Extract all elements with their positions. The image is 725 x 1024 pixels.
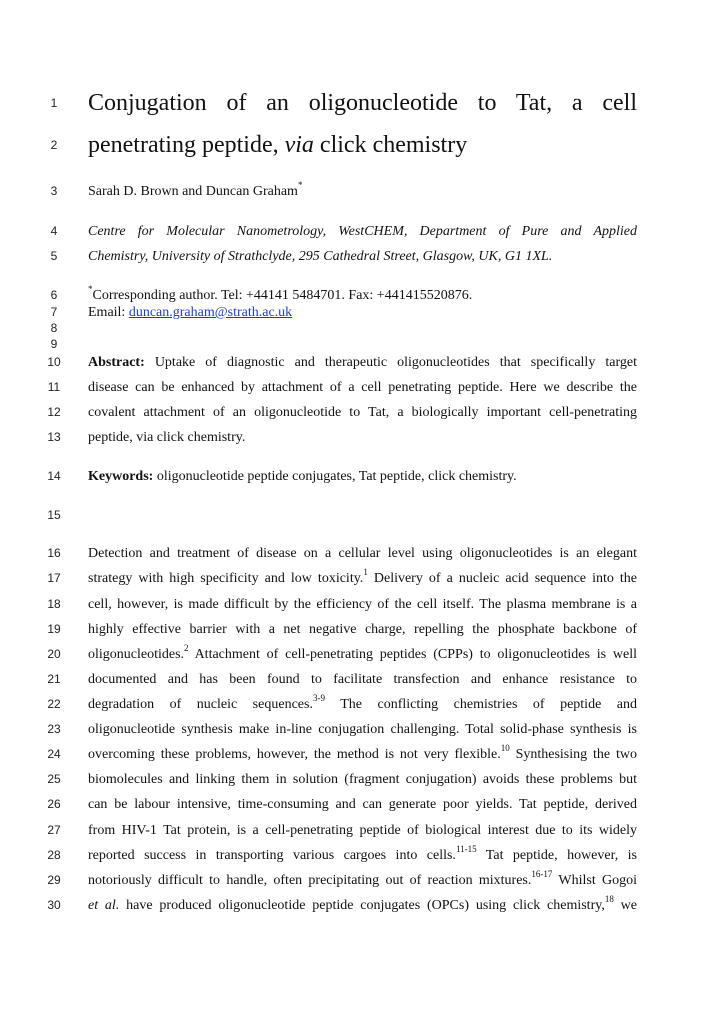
corresponding-mark: * (297, 180, 303, 191)
body-text: strategy with high specificity and low toxicity. (88, 571, 364, 586)
corresponding-text: Corresponding author. Tel: +44141 5484701. Fax: +441415520876. (92, 288, 473, 303)
body-line (88, 869, 638, 890)
body-line: oligonucleotide synthesis make in-line conjugation challenging. Total solid-phase synthesis is (88, 722, 637, 737)
line-number: 13 (47, 430, 61, 444)
body-line (88, 844, 637, 865)
line-number: 10 (47, 355, 61, 369)
line-number: 30 (47, 898, 61, 912)
body-text: oligonucleotides. (88, 647, 185, 662)
line-number: 20 (47, 647, 61, 661)
body-line (88, 894, 637, 915)
author-names: Sarah D. Brown and Duncan Graham (88, 184, 298, 199)
keywords-line (88, 468, 637, 486)
body-text: Whilst Gogoi (552, 873, 638, 888)
citation: 2 (184, 643, 189, 654)
line-number: 12 (47, 405, 61, 419)
body-text: Tat peptide, however, is (476, 848, 637, 863)
body-text: Synthesising the two (509, 747, 637, 762)
line-number: 4 (50, 224, 58, 238)
line-number: 7 (50, 305, 58, 319)
line-number: 6 (50, 288, 58, 302)
body-line: documented and has been found to facilitate transfection and enhance resistance to (88, 672, 637, 687)
body-text: degradation of nucleic sequences. (88, 697, 313, 712)
body-text: overcoming these problems, however, the method is not very flexible. (88, 747, 501, 762)
citation: 10 (500, 743, 510, 754)
body-line: from HIV-1 Tat protein, is a cell-penetrating peptide of biological interest due to its widely (88, 823, 637, 838)
title-italic: via (284, 132, 314, 158)
keywords-text: oligonucleotide peptide conjugates, Tat peptide, click chemistry. (153, 469, 517, 484)
abstract-line: covalent attachment of an oligonucleotide to Tat, a biologically important cell-penetrating (88, 405, 637, 420)
body-line: can be labour intensive, time-consuming and can generate poor yields. Tat peptide, derived (88, 797, 637, 812)
body-line: Detection and treatment of disease on a cellular level using oligonucleotides is an elegant (88, 546, 637, 561)
citation: 11-15 (455, 844, 477, 855)
body-line (88, 567, 638, 588)
line-number: 5 (50, 249, 58, 263)
line-number: 27 (47, 823, 61, 837)
body-text: have produced oligonucleotide peptide conjugates (OPCs) using click chemistry, (119, 898, 605, 913)
line-number: 26 (47, 797, 61, 811)
line-number: 16 (47, 546, 61, 560)
body-text: notoriously difficult to handle, often precipitating out of reaction mixtures. (88, 873, 532, 888)
line-number: 24 (47, 747, 61, 761)
abstract-line: peptide, via click chemistry. (88, 430, 246, 445)
line-number: 21 (47, 672, 61, 686)
line-number: 22 (47, 697, 61, 711)
body-line (88, 643, 637, 664)
corresponding-author (88, 284, 637, 305)
line-number: 17 (47, 571, 61, 585)
body-line: highly effective barrier with a net negative charge, repelling the phosphate backbone of (88, 622, 637, 637)
body-text: we (613, 898, 637, 913)
line-number: 19 (47, 622, 61, 636)
line-number: 11 (47, 380, 61, 394)
email-link[interactable]: duncan.graham@strath.ac.uk (128, 305, 293, 320)
email-line (88, 304, 637, 322)
abstract-text: Uptake of diagnostic and therapeutic oligonucleotides that specifically target (144, 355, 637, 370)
citation: 18 (604, 894, 614, 905)
keywords-label: Keywords: (88, 469, 154, 484)
affiliation-line1: Centre for Molecular Nanometrology, WestCHEM, Department of Pure and Applied (88, 224, 637, 239)
line-number: 25 (47, 772, 61, 786)
body-text: reported success in transporting various cargoes into cells. (88, 848, 456, 863)
body-line: biomolecules and linking them in solution (fragment conjugation) avoids these problems but (88, 772, 637, 787)
abstract-line: disease can be enhanced by attachment of a cell penetrating peptide. Here we describe the (88, 380, 637, 395)
affiliation-line2: Chemistry, University of Strathclyde, 295 Cathedral Street, Glasgow, UK, G1 1XL. (88, 249, 553, 264)
title-text: penetrating peptide, (88, 132, 285, 158)
abstract-line (88, 354, 637, 372)
citation: 1 (363, 567, 368, 578)
line-number: 3 (50, 184, 58, 198)
line-number: 29 (47, 873, 61, 887)
line-number: 2 (50, 138, 58, 152)
paper-title-line2 (88, 130, 637, 160)
authors (88, 180, 637, 201)
line-number: 8 (50, 321, 58, 335)
line-number: 15 (47, 508, 61, 522)
body-text: Delivery of a nucleic acid sequence into the (367, 571, 638, 586)
corresponding-mark: * (88, 284, 93, 295)
line-number: 14 (47, 469, 61, 483)
line-number: 9 (50, 337, 58, 351)
citation: 3-9 (312, 693, 325, 704)
body-italic: et al. (88, 898, 120, 913)
body-line (88, 743, 637, 764)
citation: 16-17 (531, 869, 553, 880)
body-text: The conflicting chemistries of peptide and (324, 697, 637, 712)
title-text: click chemistry (313, 132, 468, 158)
paper-title-line1: Conjugation of an oligonucleotide to Tat, a cell (88, 90, 637, 116)
abstract-label: Abstract: (88, 355, 145, 370)
line-number: 28 (47, 848, 61, 862)
line-number: 1 (50, 96, 58, 110)
body-line (88, 693, 637, 714)
line-number: 23 (47, 722, 61, 736)
line-number: 18 (47, 597, 61, 611)
body-line: cell, however, is made difficult by the efficiency of the cell itself. The plasma membrane is a (88, 597, 637, 612)
body-text: Attachment of cell-penetrating peptides (CPPs) to oligonucleotides is well (188, 647, 637, 662)
email-label: Email: (88, 305, 129, 320)
